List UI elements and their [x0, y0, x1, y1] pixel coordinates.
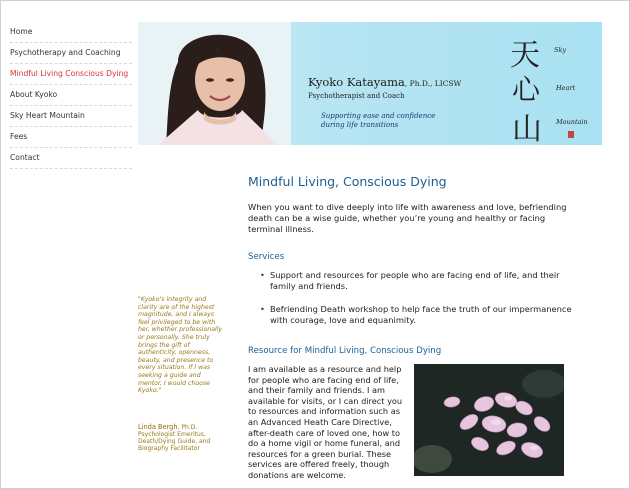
- list-item: • Befriending Death workshop to help face the truth of our impermanence with courage, love and equanimity.: [260, 304, 580, 326]
- nav-item-sky-heart-mountain[interactable]: Sky Heart Mountain: [10, 106, 132, 127]
- resource-heading: Resource for Mindful Living, Conscious Dying: [248, 346, 442, 356]
- calligraphy-word-sky: Sky: [554, 46, 567, 54]
- testimonial-quote: "Kyoko's integrity and clarity are of the highest magnitude, and I always feel privileged to be with her, whether professionally or personally. She truly brings the gift of authenticity, openness, beauty, and presence to every situation. If I was seeking a guide and mentor, I would choose Kyoko.": [138, 296, 223, 395]
- services-list: [260, 270, 580, 338]
- testimonial-author: [138, 424, 228, 452]
- flower-photo: [414, 364, 564, 476]
- author-title-line2: Death/Dying Guide, and: [138, 438, 211, 445]
- author-name: Linda Bergh: [138, 423, 178, 431]
- seal-stamp-icon: [568, 131, 574, 138]
- author-suffix: , Ph.D.: [177, 424, 198, 431]
- services-heading: Services: [248, 252, 285, 262]
- calligraphy-char-mountain: 山: [512, 112, 542, 145]
- calligraphy-logo: [510, 28, 600, 143]
- intro-paragraph: When you want to dive deeply into life with awareness and love, befriending death can be a wise guide, whether you’re young and healthy or facing terminal illness.: [248, 202, 567, 234]
- banner-tagline-line2: during life transitions: [321, 121, 399, 129]
- calligraphy-word-mountain: Mountain: [556, 118, 588, 126]
- portrait-photo: [138, 22, 291, 145]
- author-title-line1: Psychologist Emeritus,: [138, 431, 206, 438]
- banner-credentials: , Ph.D., LICSW: [404, 79, 462, 88]
- nav-item-fees[interactable]: Fees: [10, 127, 132, 148]
- main-content: [248, 174, 578, 235]
- nav-item-psychotherapy[interactable]: Psychotherapy and Coaching: [10, 43, 132, 64]
- list-item: • Support and resources for people who are facing end of life, and their family and friends.: [260, 270, 580, 292]
- nav-item-mindful-living[interactable]: Mindful Living Conscious Dying: [10, 64, 132, 85]
- header-banner: [138, 22, 602, 145]
- banner-name: [308, 75, 461, 89]
- nav-item-contact[interactable]: Contact: [10, 148, 132, 169]
- main-navigation: [10, 22, 132, 169]
- author-title-line3: Biography Facilitator: [138, 445, 200, 452]
- page-title: Mindful Living, Conscious Dying: [248, 174, 447, 189]
- calligraphy-char-heart: 心: [512, 73, 541, 106]
- resource-paragraph: I am available as a resource and help for people who are facing end of life, and their family and friends. I am available for visits, or I can direct you to resources and information such as an Advanced Heath Care Directive, after-death care of loved one, how to do a home vigil or home funeral, and resources for a green burial. These services are offered freely, though donations are welcome.: [248, 364, 403, 480]
- banner-tagline-line1: Supporting ease and confidence: [321, 112, 436, 120]
- banner-tagline: [321, 112, 471, 130]
- calligraphy-char-sky: 天: [510, 38, 540, 73]
- banner-role: Psychotherapist and Coach: [308, 92, 405, 100]
- nav-item-about[interactable]: About Kyoko: [10, 85, 132, 106]
- calligraphy-word-heart: Heart: [556, 84, 576, 92]
- banner-name-text: Kyoko Katayama: [308, 75, 405, 89]
- nav-item-home[interactable]: Home: [10, 22, 132, 43]
